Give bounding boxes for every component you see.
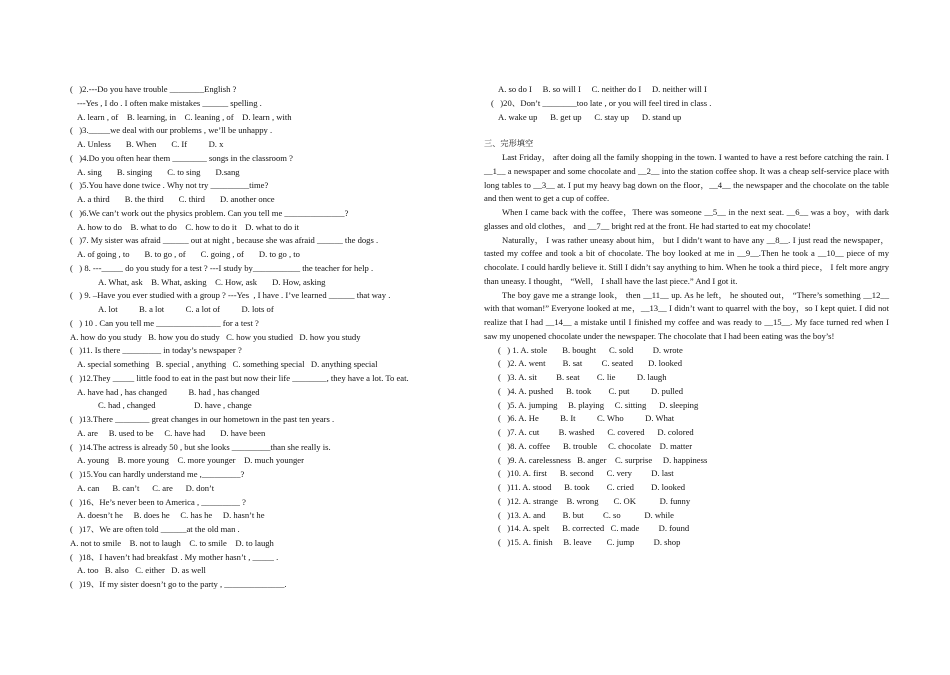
question-line: A. learn , of B. learning, in C. leaning , of D. learn , with (77, 111, 292, 122)
question-continuation (484, 83, 889, 124)
question-line: ( )7. My sister was afraid ______ out at night , because she was afraid ______ the dogs . (70, 235, 379, 246)
right-column (484, 83, 889, 550)
question-line: A. doesn’t he B. does he C. has he D. hasn’t he (77, 510, 265, 521)
passage-paragraph: Naturally， I was rather uneasy about him， but I didn’t want to have any __8__. I just read the newspaper， tasted my coffee and took a bit of chocolate. The boy looked at me in __9__.Then he took a __10__ piece of my chocolate. I could hardly believe it. Still I didn’t say anything to him. When he took a third piece， I felt more angry than uneasy. I thought， “Well， I shall have the last piece.” And I got it. (484, 234, 889, 286)
answer-option-row: ( )13. A. and B. but C. so D. while (498, 509, 674, 520)
passage-paragraph: When I came back with the coffee，There was someone __5__ in the next seat. __6__ was a boy，with dark glasses and old clothes， and __7__ bright red at the front. He had started to eat my chocolate! (484, 207, 889, 231)
answer-option-row: ( )10. A. first B. second C. very D. last (498, 468, 674, 479)
question-line: ( )3._____we deal with our problems , we’ll be unhappy . (70, 125, 273, 136)
question-line: ( )14.The actress is already 50 , but she looks _________than she really is. (70, 441, 331, 452)
question-line: ( )4.Do you often hear them ________ songs in the classroom ? (70, 152, 293, 163)
answer-option-row: ( )4. A. pushed B. took C. put D. pulled (498, 385, 684, 396)
question-line: ( )19、If my sister doesn’t go to the party , ______________. (70, 579, 287, 589)
question-line: ( )20、Don’t ________too late , or you will feel tired in class . (491, 97, 712, 108)
question-line: A. sing B. singing C. to sing D.sang (77, 166, 240, 177)
question-line: ( )15.You can hardly understand me ,_________? (70, 469, 245, 479)
question-line: ( )17、We are often told ______at the old man . (70, 524, 240, 534)
passage-paragraph: Last Friday， after doing all the family shopping in the town. I wanted to have a rest before catching the rain. I __1__ a newspaper and some chocolate and __2__ into the station coffee shop. It was a cheap self-service place with long tables to __3__ at. I put my heavy bag down on the floor，__4__ the newspaper and the chocolate on the table and then went to get a cup of coffee. (484, 152, 889, 204)
question-line: ( ) 9. –Have you ever studied with a group ? ---Yes , I have . I’ve learned ______ that way . (70, 290, 391, 301)
question-line: ( ) 10 . Can you tell me _______________ for a test ? (70, 317, 259, 328)
question-line: A. lot B. a lot C. a lot of D. lots of (98, 304, 274, 314)
section-title: 三、完形填空 (484, 138, 534, 149)
question-line: A. have had , has changed B. had , has changed (77, 386, 260, 397)
answer-option-row: ( )6. A. He B. It C. Who D. What (498, 413, 675, 424)
answer-option-row: ( )7. A. cut B. washed C. covered D. colored (498, 427, 694, 437)
question-line: A. What, ask B. What, asking C. How, ask D. How, asking (98, 276, 326, 287)
question-line: A. are B. used to be C. have had D. have been (77, 427, 266, 438)
question-line: ( ) 8. ---_____ do you study for a test ? ---I study by___________ the teacher for help . (70, 262, 374, 273)
answer-option-row: ( ) 1. A. stole B. bought C. sold D. wrote (498, 344, 683, 355)
question-line: A. a third B. the third C. third D. another once (77, 194, 275, 204)
question-line: ( )12.They _____ little food to eat in the past but now their life ________, they have a lot. To eat. (70, 372, 409, 383)
answer-options-list (484, 344, 889, 550)
answer-option-row: ( )12. A. strange B. wrong C. OK D. funny (498, 495, 691, 506)
cloze-passage (484, 151, 889, 344)
answer-option-row: ( )8. A. coffee B. trouble C. chocolate D. matter (498, 440, 693, 451)
question-line: ( )11. Is there _________ in today’s newspaper ? (70, 345, 242, 356)
question-line: ( )6.We can’t work out the physics problem. Can you tell me ______________? (70, 207, 349, 218)
question-line: A. not to smile B. not to laugh C. to smile D. to laugh (70, 537, 274, 548)
answer-option-row: ( )5. A. jumping B. playing C. sitting D. sleeping (498, 399, 699, 410)
question-line: A. too B. also C. either D. as well (77, 565, 206, 576)
answer-option-row: ( )9. A. carelessness B. anger C. surprise D. happiness (498, 454, 708, 465)
answer-option-row: ( )15. A. finish B. leave C. jump D. shop (498, 537, 681, 547)
left-column (63, 83, 463, 592)
answer-option-row: ( )3. A. sit B. seat C. lie D. laugh (498, 372, 667, 382)
answer-option-row: ( )2. A. went B. sat C. seated D. looked (498, 358, 683, 369)
question-line: ( )2.---Do you have trouble ________English ? (70, 84, 237, 94)
question-line: ( )18、I haven’t had breakfast . My mother hasn’t , _____ . (70, 551, 279, 562)
answer-option-row: ( )11. A. stood B. took C. cried D. looked (498, 482, 686, 492)
question-line: A. can B. can’t C. are D. don’t (77, 482, 215, 493)
question-line: ( )5.You have done twice . Why not try _________time? (70, 180, 269, 191)
question-line: A. how to do B. what to do C. how to do it D. what to do it (77, 221, 300, 232)
question-line: A. Unless B. When C. If D. x (77, 139, 224, 149)
question-line: ( )13.There ________ great changes in our hometown in the past ten years . (70, 414, 335, 424)
question-line: A. of going , to B. to go , of C. going , of D. to go , to (77, 249, 300, 259)
question-line: A. special something B. special , anything C. something special D. anything special (77, 359, 378, 369)
question-line: A. so do I B. so will I C. neither do I D. neither will I (498, 84, 707, 94)
question-line: C. had , changed D. have , change (98, 400, 252, 411)
question-line: A. how do you study B. how you do study C. how you studied D. how you study (70, 331, 361, 342)
passage-paragraph: The boy gave me a strange look， then __11__ up. As he left， he shouted out， “There’s something __12__ with that woman!” Everyone looked at me，__13__ I didn’t want to quarrel with the boy，so I kept quiet. I did not realize that I had __14__ a mistake until I finished my coffee and was ready to __15__. My face turned red when I saw my unopened chocolate under the newspaper. The chocolate that I had been eating was the boy’s! (484, 289, 889, 341)
answer-option-row: ( )14. A. spelt B. corrected C. made D. found (498, 523, 690, 534)
question-line: ---Yes , I do . I often make mistakes ______ spelling . (77, 97, 262, 108)
question-line: A. wake up B. get up C. stay up D. stand up (498, 111, 682, 122)
question-line: ( )16、He’s never been to America , _________ ? (70, 496, 246, 507)
question-line: A. young B. more young C. more younger D. much younger (77, 455, 304, 466)
